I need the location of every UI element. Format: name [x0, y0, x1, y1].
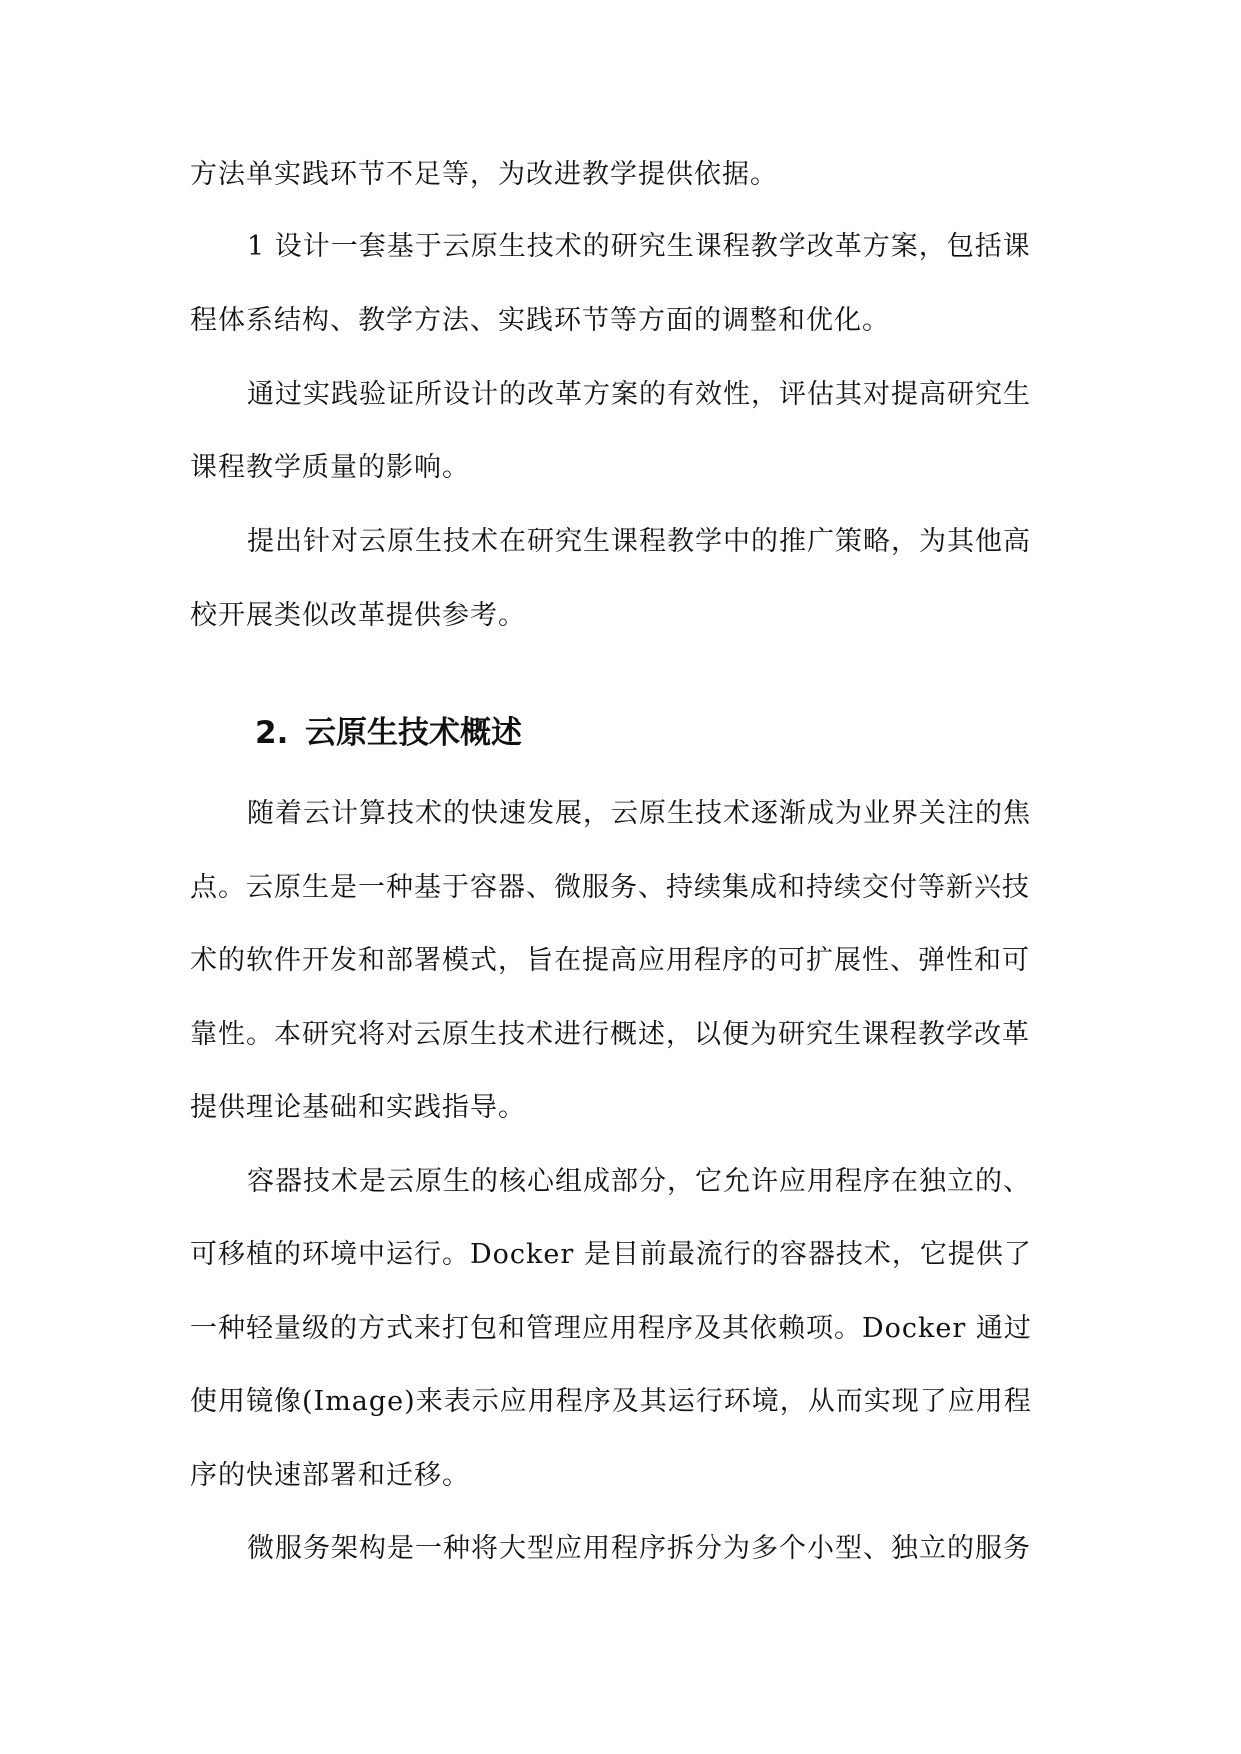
section-heading: [255, 712, 522, 754]
paragraph-line: 术的软件开发和部署模式，旨在提高应用程序的可扩展性、弹性和可: [190, 945, 1030, 976]
paragraph-line: 提供理论基础和实践指导。: [190, 1092, 526, 1123]
paragraph-line: 1 设计一套基于云原生技术的研究生课程教学改革方案，包括课: [247, 231, 1031, 262]
paragraph-line: 方法单实践环节不足等，为改进教学提供依据。: [190, 159, 778, 190]
paragraph-line: 校开展类似改革提供参考。: [190, 600, 526, 631]
paragraph-line: 随着云计算技术的快速发展，云原生技术逐渐成为业界关注的焦: [247, 798, 1031, 829]
paragraph-line: 程体系结构、教学方法、实践环节等方面的调整和优化。: [190, 305, 890, 336]
paragraph-line: 可移植的环境中运行。Docker 是目前最流行的容器技术，它提供了: [190, 1239, 1032, 1270]
paragraph-line: 一种轻量级的方式来打包和管理应用程序及其依赖项。Docker 通过: [190, 1313, 1032, 1344]
section-number: 2.: [255, 715, 289, 751]
paragraph-line: 使用镜像(Image)来表示应用程序及其运行环境，从而实现了应用程: [190, 1386, 1032, 1417]
paragraph-line: 提出针对云原生技术在研究生课程教学中的推广策略，为其他高: [247, 526, 1031, 557]
paragraph-line: 通过实践验证所设计的改革方案的有效性，评估其对提高研究生: [247, 379, 1031, 410]
paragraph-line: 点。云原生是一种基于容器、微服务、持续集成和持续交付等新兴技: [190, 872, 1030, 903]
paragraph-line: 序的快速部署和迁移。: [190, 1460, 470, 1491]
paragraph-line: 靠性。本研究将对云原生技术进行概述，以便为研究生课程教学改革: [190, 1019, 1030, 1050]
paragraph-line: 微服务架构是一种将大型应用程序拆分为多个小型、独立的服务: [247, 1533, 1031, 1564]
paragraph-line: 课程教学质量的影响。: [190, 452, 470, 483]
section-title: 云原生技术概述: [305, 715, 522, 751]
paragraph-line: 容器技术是云原生的核心组成部分，它允许应用程序在独立的、: [247, 1166, 1031, 1197]
